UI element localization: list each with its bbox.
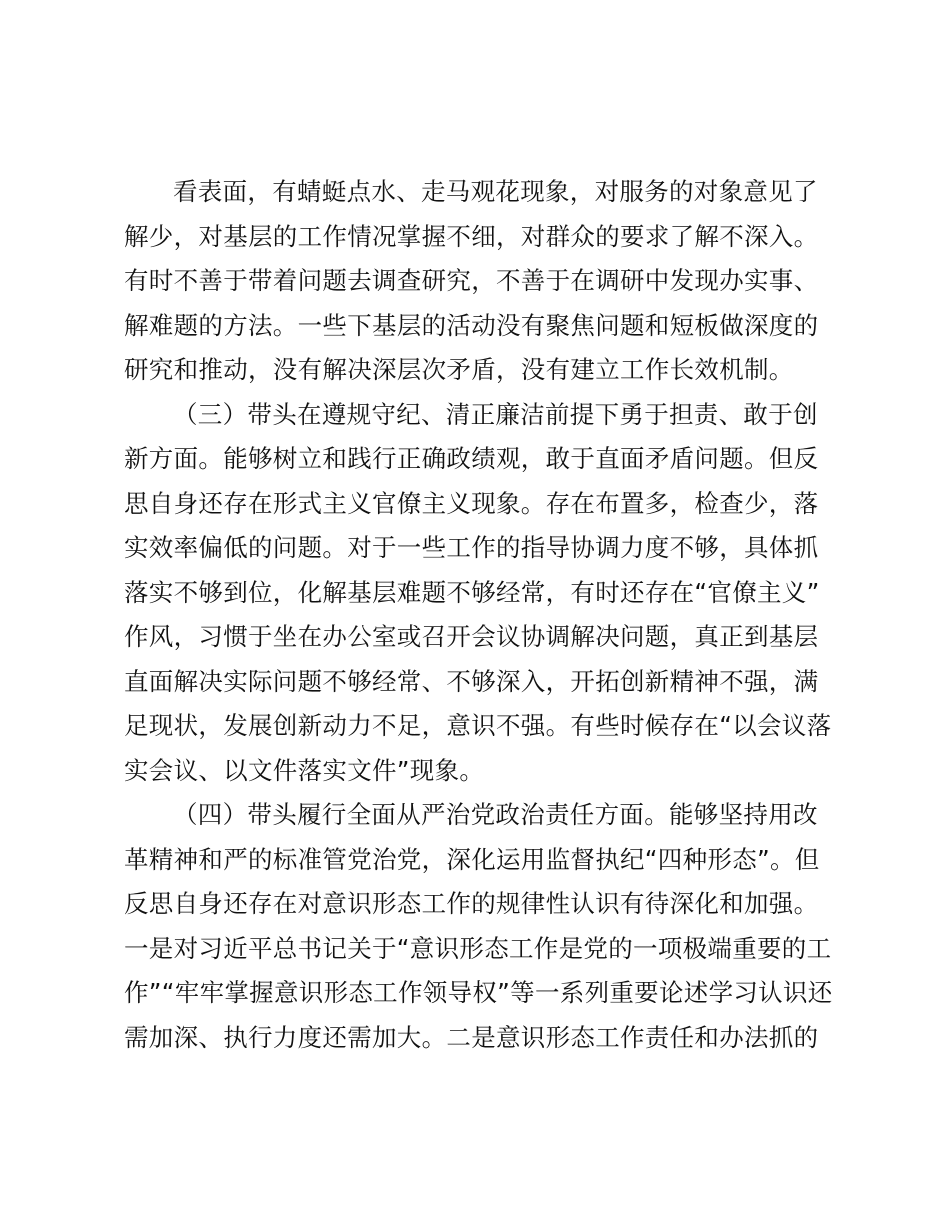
text-line: 需加深、执行力度还需加大。二是意识形态工作责任和办法抓的: [124, 1022, 819, 1052]
text-line: （四）带头履行全面从严治党政治责任方面。能够坚持用改: [173, 800, 818, 829]
text-line: 实效率偏低的问题。对于一些工作的指导协调力度不够，具体抓: [124, 533, 819, 562]
document-body: [124, 170, 844, 1060]
text-line: 解难题的方法。一些下基层的活动没有聚焦问题和短板做深度的: [124, 310, 819, 340]
text-line: 看表面，有蜻蜓点水、走马观花现象，对服务的对象意见了: [173, 177, 818, 206]
text-line: 研究和推动，没有解决深层次矛盾，没有建立工作长效机制。: [124, 355, 794, 384]
text-line: 解少，对基层的工作情况掌握不细，对群众的要求了解不深入。: [124, 221, 819, 251]
text-line: 一是对习近平总书记关于“意识形态工作是党的一项极端重要的工: [124, 933, 832, 963]
text-line: 有时不善于带着问题去调查研究，不善于在调研中发现办实事、: [124, 266, 819, 295]
text-line: （三）带头在遵规守纪、清正廉洁前提下勇于担责、敢于创: [173, 399, 818, 429]
text-line: 革精神和严的标准管党治党，深化运用监督执纪“四种形态”。但: [124, 844, 820, 874]
text-line: 反思自身还存在对意识形态工作的规律性认识有待深化和加强。: [124, 889, 819, 918]
text-line: 直面解决实际问题不够经常、不够深入，开拓创新精神不强，满: [124, 666, 819, 696]
text-line: 作风，习惯于坐在办公室或召开会议协调解决问题，真正到基层: [124, 622, 819, 651]
text-line: 落实不够到位，化解基层难题不够经常，有时还存在“官僚主义”: [124, 577, 820, 607]
text-line: 思自身还存在形式主义官僚主义现象。存在布置多，检查少，落: [124, 488, 819, 518]
text-line: 新方面。能够树立和践行正确政绩观，敢于直面矛盾问题。但反: [124, 444, 819, 473]
text-line: 足现状，发展创新动力不足，意识不强。有些时候存在“以会议落: [124, 711, 832, 740]
text-line: 作”“牢牢掌握意识形态工作领导权”等一系列重要论述学习认识还: [124, 978, 833, 1007]
text-line: 实会议、以文件落实文件”现象。: [124, 755, 485, 785]
